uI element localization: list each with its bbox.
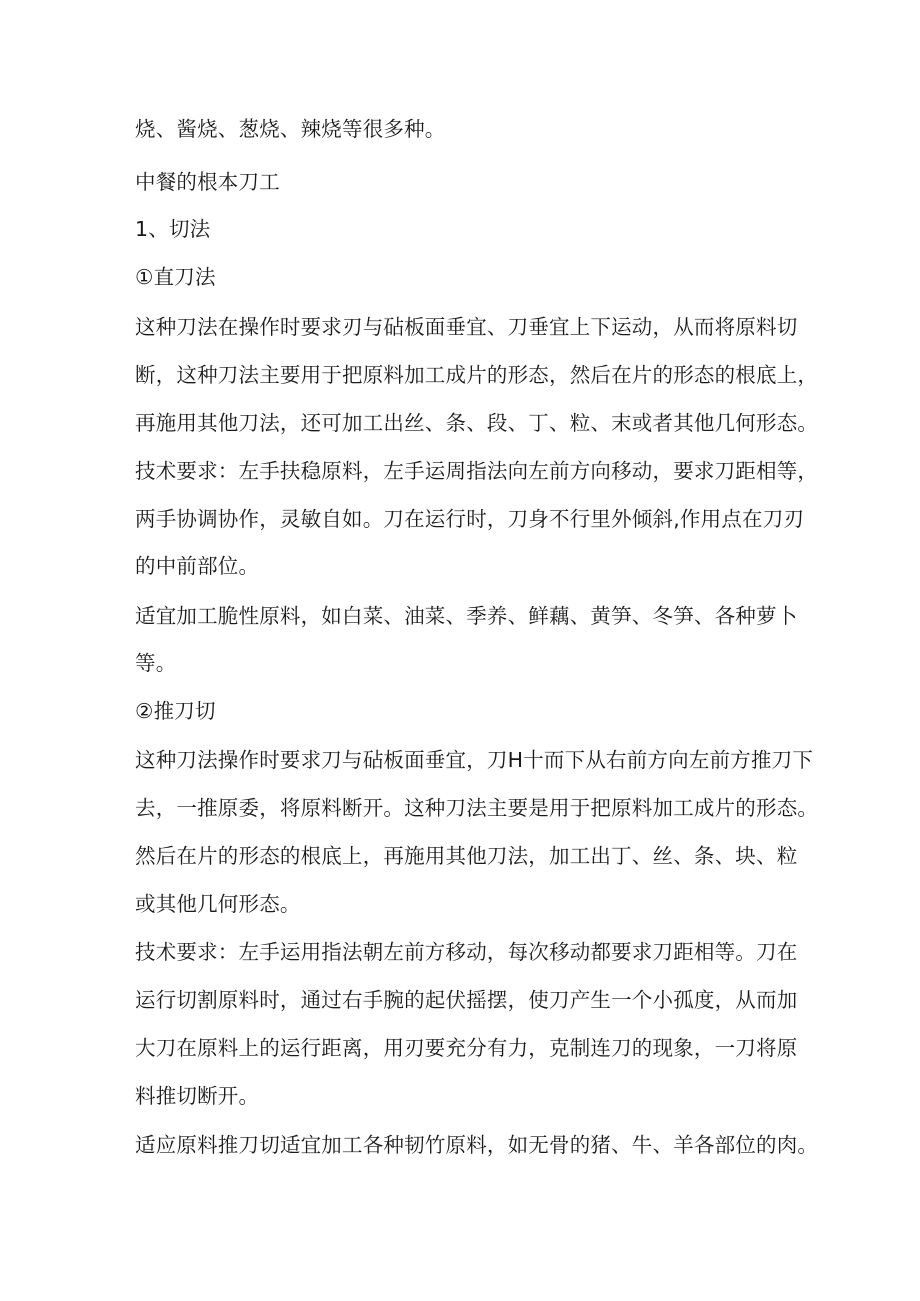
method-heading-2: ②推刀切 <box>135 699 216 723</box>
paragraph-line: 大刀在原料上的运行距离，用刃要充分有力，克制连刀的现象，一刀将原 <box>135 1036 798 1060</box>
paragraph-line: 运行切割原料时，通过右手腕的起伏摇摆，使刀产生一个小孤度，从而加 <box>135 988 798 1012</box>
paragraph-line: 这种刀法在操作时要求刃与砧板面垂宜、刀垂宜上下运动，从而将原料切 <box>135 315 798 339</box>
paragraph-line: 技术要求：左手运用指法朝左前方移动，每次移动都要求刀距相等。刀在 <box>135 940 798 964</box>
paragraph-line: 这种刀法操作时要求刀与砧板面垂宜，刀H十而下从右前方向左前方推刀下 <box>135 748 814 772</box>
paragraph-line: 断，这种刀法主要用于把原料加工成片的形态，然后在片的形态的根底上， <box>135 363 819 387</box>
paragraph-line: 两手协调协作，灵敏自如。刀在运行时，刀身不行里外倾斜,作用点在刀刃 <box>135 507 805 531</box>
paragraph-line: 技术要求：左手扶稳原料，左手运周指法向左前方向移动，要求刀距相等， <box>135 459 819 483</box>
text-line-1: 烧、酱烧、葱烧、辣烧等很多种。 <box>135 117 446 141</box>
subsection-heading: 1、切法 <box>135 217 211 241</box>
paragraph-line: 适应原料推刀切适宜加工各种韧竹原料，如无骨的猪、牛、羊各部位的肉。 <box>135 1133 819 1157</box>
method-heading-1: ①直刀法 <box>135 265 216 289</box>
paragraph-line: 适宜加工脆性原料，如白菜、油菜、季养、鲜藕、黄笋、冬笋、各种萝卜 <box>135 604 798 628</box>
paragraph-line: 去，一推原委，将原料断开。这种刀法主要是用于把原料加工成片的形态。 <box>135 796 819 820</box>
section-heading: 中餐的根本刀工 <box>135 170 280 194</box>
paragraph-line: 然后在片的形态的根底上，再施用其他刀法，加工出丁、丝、条、块、粒 <box>135 844 798 868</box>
paragraph-line: 的中前部位。 <box>135 554 260 578</box>
paragraph-line: 料推切断开。 <box>135 1084 260 1108</box>
paragraph-line: 再施用其他刀法，还可加工出丝、条、段、丁、粒、末或者其他几何形态。 <box>135 411 819 435</box>
paragraph-line: 等。 <box>135 651 177 675</box>
paragraph-line: 或其他几何形态。 <box>135 892 301 916</box>
